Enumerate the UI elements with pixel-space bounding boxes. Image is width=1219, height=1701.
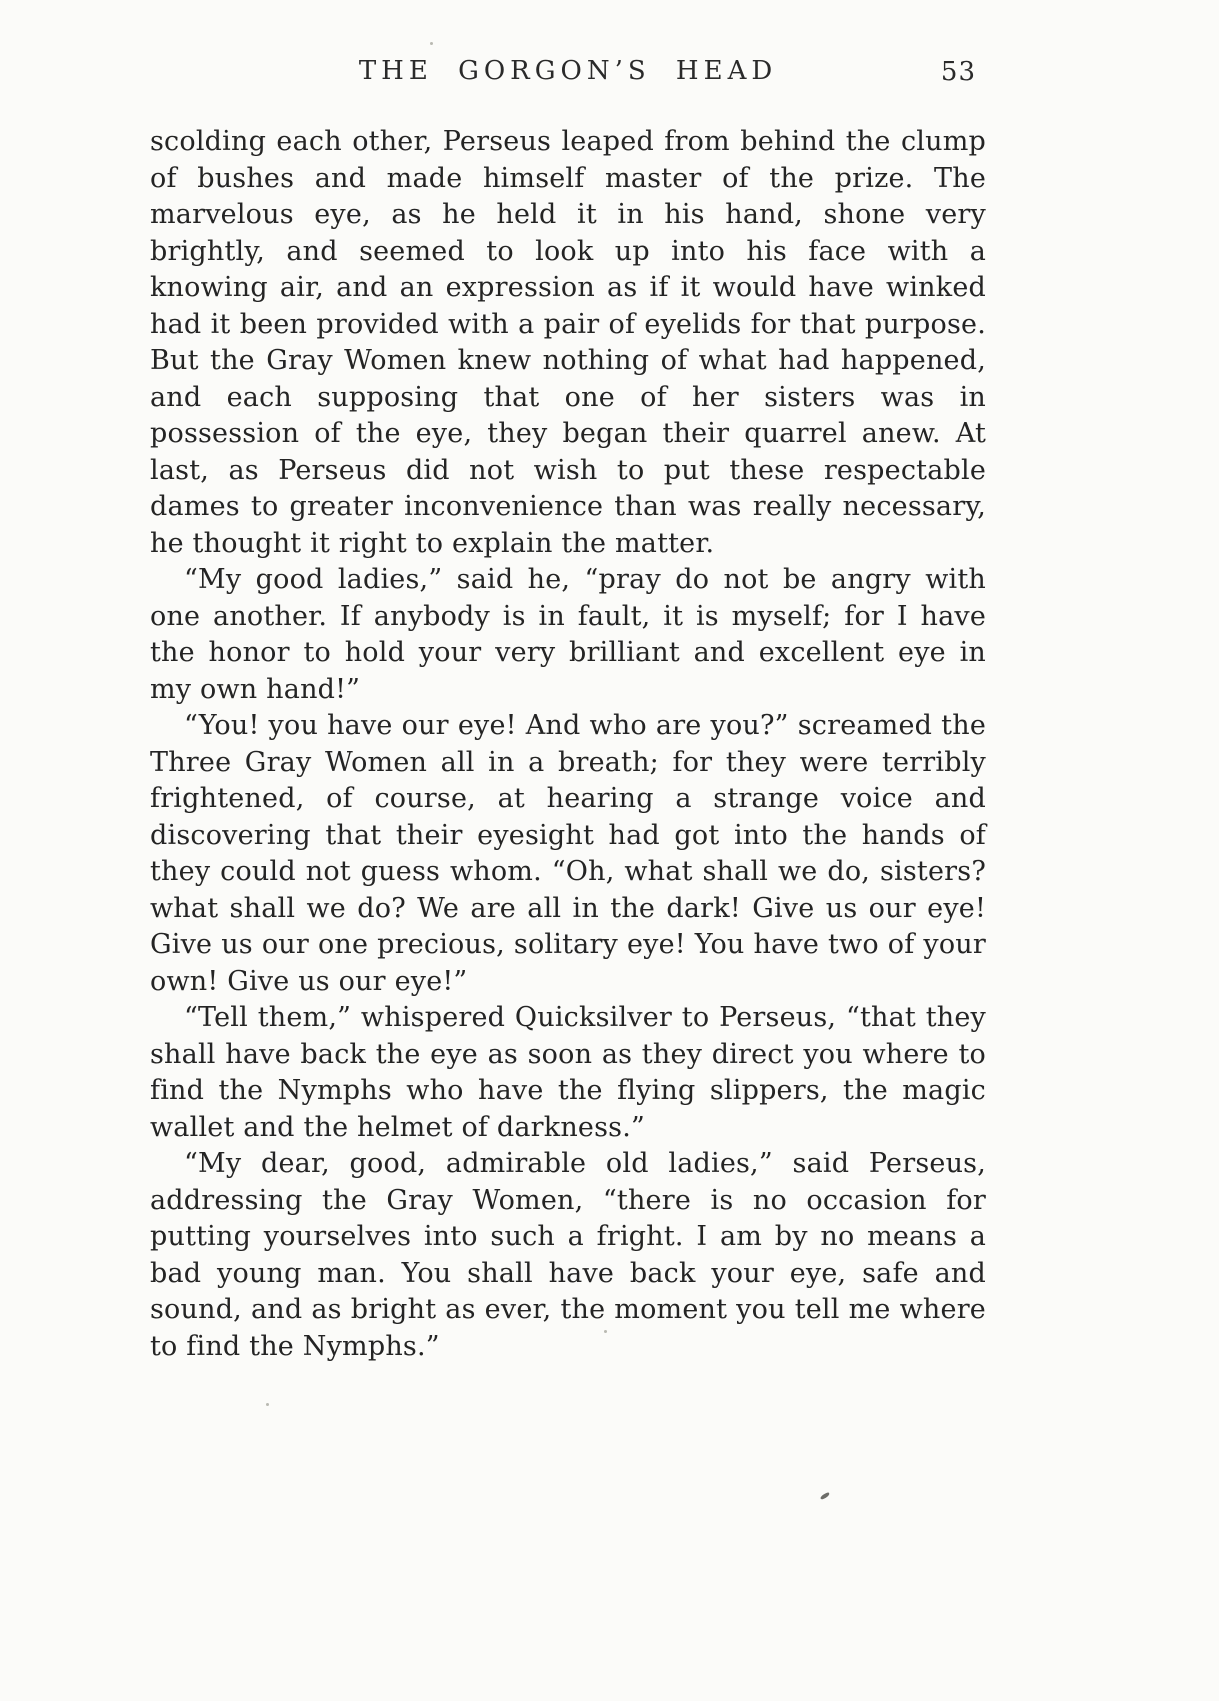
page-number: 53 [940, 57, 976, 87]
scan-dot [266, 1403, 269, 1406]
text-block [150, 56, 986, 1365]
paragraph: scolding each other, Perseus leaped from behind the clump of bushes and made himself master of the prize. The marvelous eye, as he held it in his hand, shone very brightly, and seemed to look up into his face with a knowing air, and an expression as if it would have winked had it been provided with a pair of eyelids for that purpose. But the Gray Women knew nothing of what had happened, and each supposing that one of her sisters was in possession of the eye, they began their quarrel anew. At last, as Perseus did not wish to put these respectable dames to greater inconvenience than was really necessary, he thought it right to explain the matter. [150, 126, 986, 559]
scan-speck [820, 1492, 831, 1501]
scan-dot [430, 42, 433, 45]
running-head [150, 56, 986, 98]
page-header-title: THE GORGON’S HEAD [358, 56, 778, 86]
paragraph: “My good ladies,” said he, “pray do not be angry with one another. If anybody is in fault, it is myself; for I have the honor to hold your very brilliant and excellent eye in my own hand!” [150, 564, 986, 705]
body-text [150, 124, 986, 1365]
paragraph: “Tell them,” whispered Quicksilver to Perseus, “that they shall have back the eye as soon as they direct you where to find the Nymphs who have the flying slippers, the magic wallet and the helmet of darkness.” [150, 1002, 986, 1143]
paragraph: “You! you have our eye! And who are you?” screamed the Three Gray Women all in a breath; for they were terribly frightened, of course, at hearing a strange voice and discovering that their eyesight had got into the hands of they could not guess whom. “Oh, what shall we do, sisters? what shall we do? We are all in the dark! Give us our eye! Give us our one precious, solitary eye! You have two of your own! Give us our eye!” [150, 710, 986, 997]
paragraph: “My dear, good, admirable old ladies,” said Perseus, addressing the Gray Women, “there is no occasion for putting yourselves into such a fright. I am by no means a bad young man. You shall have back your eye, safe and sound, and as bright as ever, the moment you tell me where to find the Nymphs.” [150, 1148, 986, 1362]
scan-dot [604, 1330, 607, 1333]
